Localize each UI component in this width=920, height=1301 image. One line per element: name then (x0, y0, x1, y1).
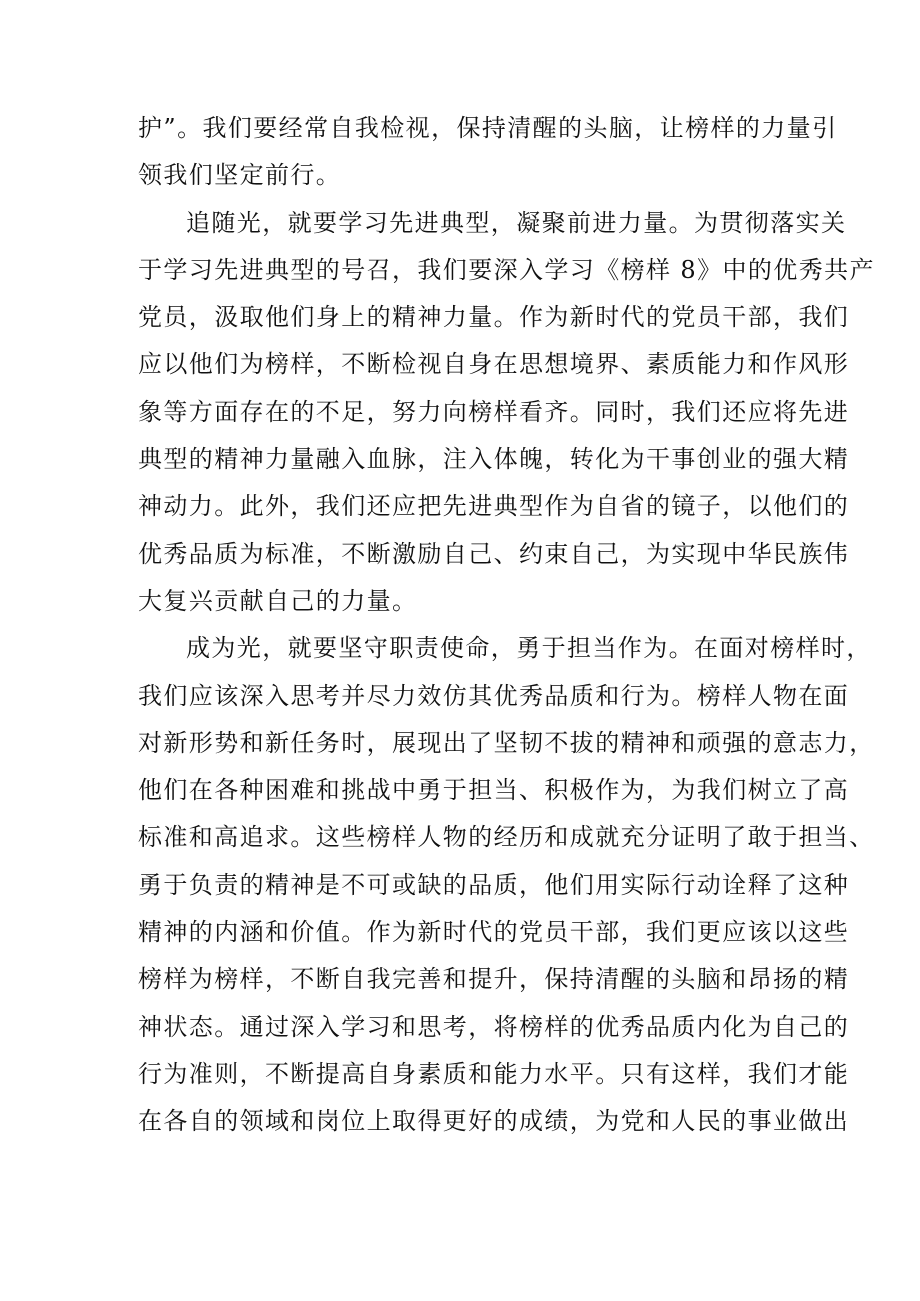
text-line: 在各自的领域和岗位上取得更好的成绩，为党和人民的事业做出 (138, 1107, 850, 1136)
text-line: 他们在各种困难和挑战中勇于担当、积极作为，为我们树立了高 (138, 776, 850, 805)
text-line: 勇于负责的精神是不可或缺的品质，他们用实际行动诠释了这种 (138, 870, 850, 899)
text-line: 神动力。此外，我们还应把先进典型作为自省的镜子，以他们的 (138, 492, 850, 521)
text-line: 对新形势和新任务时，展现出了坚韧不拔的精神和顽强的意志力， (138, 728, 875, 757)
text-line: 行为准则，不断提高自身素质和能力水平。只有这样，我们才能 (138, 1059, 850, 1088)
text-line: 党员，汲取他们身上的精神力量。作为新时代的党员干部，我们 (138, 303, 850, 332)
text-line: 象等方面存在的不足，努力向榜样看齐。同时，我们还应将先进 (138, 397, 850, 426)
paragraph-start-line: 追随光，就要学习先进典型，凝聚前进力量。为贯彻落实关 (186, 208, 847, 237)
text-line: 精神的内涵和价值。作为新时代的党员干部，我们更应该以这些 (138, 918, 850, 947)
text-line: 护”。我们要经常自我检视，保持清醒的头脑，让榜样的力量引 (138, 114, 838, 142)
text-line: 于学习先进典型的号召，我们要深入学习《榜样 8》中的优秀共产 (138, 255, 875, 284)
text-line: 我们应该深入思考并尽力效仿其优秀品质和行为。榜样人物在面 (138, 681, 850, 710)
text-line: 大复兴贡献自己的力量。 (138, 586, 418, 615)
text-line: 标准和高追求。这些榜样人物的经历和成就充分证明了敢于担当、 (138, 823, 875, 852)
text-line: 优秀品质为标准，不断激励自己、约束自己，为实现中华民族伟 (138, 539, 850, 568)
text-line: 榜样为榜样，不断自我完善和提升，保持清醒的头脑和昂扬的精 (138, 965, 850, 994)
text-line: 典型的精神力量融入血脉，注入体魄，转化为干事创业的强大精 (138, 445, 850, 474)
document-body (138, 105, 875, 1146)
text-line: 领我们坚定前行。 (138, 161, 342, 190)
text-line: 应以他们为榜样，不断检视自身在思想境界、素质能力和作风形 (138, 350, 850, 379)
paragraph-start-line: 成为光，就要坚守职责使命，勇于担当作为。在面对榜样时， (186, 634, 872, 663)
text-line: 神状态。通过深入学习和思考，将榜样的优秀品质内化为自己的 (138, 1012, 850, 1041)
